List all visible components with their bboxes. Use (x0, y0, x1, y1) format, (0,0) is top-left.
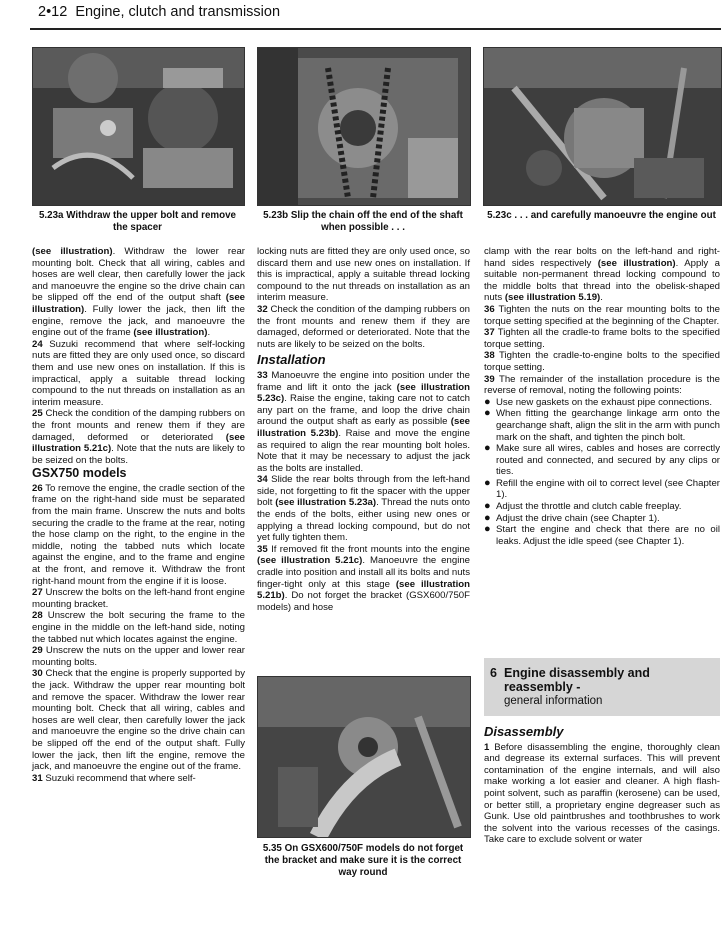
ref: (see illustration) (597, 257, 676, 269)
text: . Raise the engine, taking care not to catch any part on the frame, and loop the drive chain around the output shaft as early as possible (257, 393, 470, 428)
text: Check the condition of the damping rubbers on the front mounts and renew them if they are damaged, deformed or deteriorated (32, 408, 245, 443)
text: Manoeuvre the engine into position under the frame and lift it onto the jack (257, 369, 470, 393)
section-title-text: Engine disassembly and reassembly - (504, 666, 650, 694)
text: . Thread the nuts onto the ends of the bolts, either using new ones or applying a thread locking compound, but do not yet fully tighten them. (257, 497, 471, 544)
paragraph (484, 350, 720, 373)
paragraph (32, 773, 245, 785)
paragraph (32, 668, 245, 772)
step-number: 37 (484, 327, 495, 339)
step-number: 1 (484, 741, 490, 753)
step-number: 25 (32, 408, 43, 420)
column-3-lower (484, 722, 720, 846)
photo-5-35 (257, 676, 471, 838)
page-header (38, 4, 718, 26)
caption-5-35 (257, 843, 469, 879)
paragraph (484, 327, 720, 350)
section-subtitle: general information (504, 695, 603, 707)
text: Tighten the nuts on the rear mounting bolts to the torque setting specified at the beginning of the Chapter. (484, 303, 720, 327)
text: Slide the rear bolts through from the left-hand side, not forgetting to fit the spacer with the upper bolt (257, 474, 470, 509)
text: clamp with the rear bolts on the left-hand and right-hand sides respectively (484, 246, 720, 269)
bullet-item (484, 513, 720, 525)
caption-text: Withdraw the upper bolt and remove the spacer (66, 210, 236, 233)
paragraph (32, 408, 245, 466)
text: When fitting the gearchange linkage arm onto the gearchange shaft, align the slit in the arm with punch mark on the shaft, and tighten the pinch bolt. (496, 408, 720, 443)
paragraph (257, 544, 470, 614)
heading-installation: Installation (257, 352, 326, 368)
bullet-item (484, 443, 720, 478)
bullet-icon: ● (484, 476, 491, 489)
ref: (see illustration) (32, 246, 113, 257)
heading-gsx750: GSX750 models (32, 466, 127, 481)
caption-5-23b (257, 210, 469, 234)
text: . Manoeuvre the engine cradle into position and install all its bolts and nuts finger-tight only at this stage (257, 555, 470, 590)
page-number: 2•12 (38, 4, 68, 20)
paragraph (484, 374, 720, 397)
step-number: 39 (484, 373, 495, 385)
paragraph (257, 304, 470, 350)
bullet-item (484, 524, 720, 547)
ref: (see illustration 5.23a) (275, 497, 377, 509)
ref: (see illustration) (133, 327, 208, 339)
section-heading-box (484, 658, 720, 716)
text: Unscrew the nuts on the upper and lower rear mounting bolts. (32, 645, 245, 668)
column-3 (484, 246, 720, 547)
step-number: 34 (257, 474, 268, 486)
caption-id: 5.23b (263, 210, 289, 221)
text: Adjust the throttle and clutch cable freeplay. (496, 501, 682, 513)
bullet-icon: ● (484, 442, 491, 455)
paragraph: clamp with the rear bolts on the left-hand and right-hand sides respectively (see illustration). Apply a suitable non-permanent thread locking compound to the middle bolts that thread into the obelisk-shaped nuts (see illustration 5.19). (484, 246, 720, 304)
heading-disassembly: Disassembly (484, 724, 564, 739)
paragraph (32, 587, 245, 610)
text: The remainder of the installation procedure is the reverse of removal, noting the following points: (484, 373, 720, 397)
text: Tighten the cradle-to-engine bolts to the specified torque setting. (484, 350, 720, 373)
bullet-icon: ● (484, 395, 491, 408)
text: . Do not forget the bracket (GSX600/750F models) and hose (257, 590, 470, 613)
caption-text: On GSX600/750F models do not forget the bracket and make sure it is the correct way round (264, 843, 464, 878)
paragraph: (see illustration). Withdraw the lower rear mounting bolt. Check that all wiring, cables and hoses are well clear, then carefully lower the jack and manoeuvre the engine so the drive chain can be slipped off the end of the output shaft (see illustration). Fully lower the jack, then lift the engine, remove the jack, and manoeuvre the engine out of the frame (see illustration). (32, 246, 245, 339)
ref: (see illustration 5.19) (504, 292, 601, 304)
header-rule (30, 28, 721, 30)
photo-5-23a (32, 47, 245, 206)
ref: (see illustration 5.21c) (32, 431, 245, 455)
step-number: 32 (257, 303, 268, 315)
text: Make sure all wires, cables and hoses are correctly routed and connected, and secured by any clips or ties. (496, 443, 720, 478)
step-number: 28 (32, 610, 43, 622)
paragraph (257, 370, 470, 474)
caption-text: . . . and carefully manoeuvre the engine out (514, 210, 716, 221)
text: If removed fit the front mounts into the engine (271, 543, 470, 555)
ref: (see illustration) (32, 292, 245, 315)
text: Check the condition of the damping rubbers on the front mounts and renew them if they are damaged, deformed or deteriorated. Note that the nuts are likely to be seized on the bolts. (257, 303, 470, 350)
ref: (see illustration 5.21c) (257, 555, 363, 567)
ref: (see illustration 5.23b) (257, 416, 470, 439)
photo-5-23c (483, 47, 722, 206)
text: . Apply a suitable non-permanent thread locking compound to the middle bolts that thread into the obelisk-shaped nuts (484, 257, 720, 304)
step-number: 30 (32, 668, 43, 680)
section-number: 6 (490, 666, 497, 680)
bullet-item (484, 397, 720, 409)
paragraph (257, 246, 470, 304)
caption-5-23a (32, 210, 243, 234)
step-number: 36 (484, 303, 495, 315)
paragraph (32, 645, 245, 668)
bullet-icon: ● (484, 407, 491, 420)
bullet-item (484, 478, 720, 501)
text: . Withdraw the lower rear mounting bolt. Check that all wiring, cables and hoses are well clear, then carefully lower the jack and manoeuvre the engine so the drive chain can be slipped off the end of the output shaft (32, 246, 245, 304)
text: Unscrew the bolt securing the frame to the engine in the middle on the left-hand side, noting the tabbed nut which locates against the engine. (32, 610, 245, 645)
bullet-icon: ● (484, 523, 491, 536)
bullet-item (484, 408, 720, 443)
text: Suzuki recommend that where self-locking nuts are fitted they are only used once, so discard them and use new ones on installation. If this is impractical, apply a suitable thread locking compound to the nut threads on installation as an interim measure. (32, 338, 246, 408)
step-number: 38 (484, 350, 495, 362)
caption-text: Slip the chain off the end of the shaft when possible . . . (290, 210, 463, 233)
step-number: 33 (257, 369, 268, 381)
step-number: 24 (32, 338, 43, 350)
ref: (see illustration 5.21b) (257, 578, 470, 602)
text: Adjust the drive chain (see Chapter 1). (496, 512, 660, 524)
column-1 (32, 246, 245, 784)
bullet-icon: ● (484, 500, 491, 513)
text: Suzuki recommend that where self- (45, 772, 196, 784)
paragraph (484, 742, 720, 846)
bullet-icon: ● (484, 511, 491, 524)
text: Start the engine and check that there are no oil leaks. Adjust the idle speed (see Chapter 1). (496, 524, 720, 547)
section-title (504, 666, 720, 708)
paragraph (32, 483, 245, 587)
text: . Raise and move the engine as required to align the rear mounting bolt holes. Note that it may be necessary to adjust the jack as the bolts are installed. (257, 427, 470, 474)
text: locking nuts are fitted they are only used once, so discard them and use new ones on installation. If this is impractical, apply a suitable thread locking compound to the nut threads on installation as an interim measure. (257, 246, 470, 304)
paragraph (257, 474, 470, 544)
text: Before disassembling the engine, thoroughly clean and degrease its external surfaces. This will prevent contamination of the engine internals, and will also make working a lot easier and cleaner. A high flash-point solvent, such as paraffin (kerosene) can be used, or better still, a proprietary engine degreaser such as Gunk. Use old paintbrushes and toothbrushes to work the solvent into the various recesses of the casings. Take care to exclude solvent or water (484, 741, 720, 846)
step-number: 35 (257, 543, 268, 555)
step-number: 27 (32, 587, 43, 599)
bullet-item (484, 501, 720, 513)
text: . Note that the nuts are likely to be seized on the bolts. (32, 443, 245, 466)
ref: (see illustration 5.23c) (257, 381, 471, 405)
paragraph (32, 339, 245, 409)
column-2 (257, 246, 470, 613)
step-number: 31 (32, 772, 43, 784)
caption-id: 5.23c (487, 210, 512, 221)
text: Use new gaskets on the exhaust pipe connections. (496, 396, 712, 408)
text: To remove the engine, the cradle section of the frame on the right-hand side must be separated from the main frame. Unscrew the nuts and bolts securing the cradle to the frame at the rear, noting the hose clamp on the right, to the engine in the middle, noting the tabbed nuts which locate against the engine, and to the frame and engine at the front, and remove it. Withdraw the front right-hand mount from the engine if it is loose. (32, 482, 245, 587)
caption-id: 5.23a (38, 210, 64, 221)
text: . Fully lower the jack, then lift the engine, remove the jack, and manoeuvre the engine out of the frame (32, 303, 245, 339)
text: Check that the engine is properly supported by the jack. Withdraw the upper rear mounting bolt and remove the spacer. Withdraw the lower rear mounting bolt. Check that all wiring, cables and hoses are well clear, then carefully lower the jack and manoeuvre the engine so the drive chain can be slipped off the end of the output shaft. Fully lower the jack, then lift the engine, remove the jack, and manoeuvre the engine out of the frame. (32, 668, 245, 773)
paragraph (32, 610, 245, 645)
step-number: 29 (32, 645, 43, 657)
caption-5-23c (483, 210, 720, 222)
caption-id: 5.35 (262, 843, 282, 854)
page-title: Engine, clutch and transmission (75, 4, 281, 20)
text: Tighten all the cradle-to frame bolts to the specified torque setting. (484, 327, 721, 350)
text: Unscrew the bolts on the left-hand front engine mounting bracket. (32, 587, 245, 610)
photo-5-23b (257, 47, 471, 206)
text: Refill the engine with oil to correct level (see Chapter 1). (496, 477, 720, 501)
paragraph (484, 304, 720, 327)
step-number: 26 (32, 482, 43, 494)
